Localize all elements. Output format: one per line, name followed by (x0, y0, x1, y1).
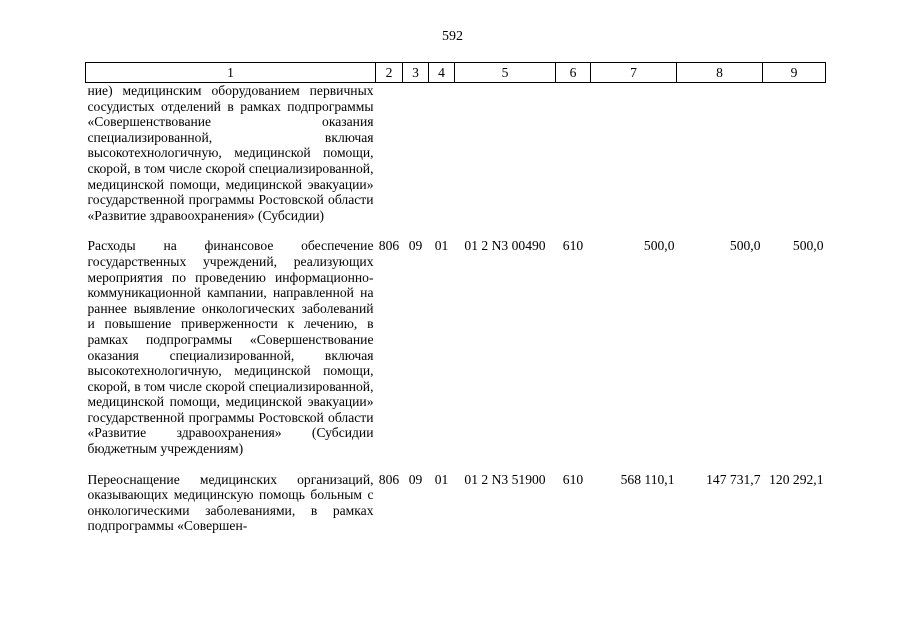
row-amount-col8: 500,0 (729, 238, 761, 254)
header-cell-5: 5 (455, 63, 556, 83)
row-description: Переоснащение медицинских организаций, оказывающих медицинскую помощь больным с онкологическими заболеваниями, в рамках подпрограммы «Совершен- (87, 471, 374, 534)
row-amount-col9: 500,0 (792, 238, 824, 254)
row-expense-type: 610 (562, 471, 584, 487)
row-ministry-code: 806 (378, 238, 400, 254)
budget-table (85, 62, 826, 534)
header-cell-7: 7 (591, 63, 677, 83)
header-cell-2: 2 (376, 63, 403, 83)
header-cell-1: 1 (86, 63, 376, 83)
row-amount-col7: 500,0 (643, 238, 675, 254)
row-amount-col7: 568 110,1 (620, 471, 675, 487)
header-cell-8: 8 (677, 63, 763, 83)
row-description: ние) медицинским оборудованием первичных сосудистых отделений в рамках подпрограммы «Совершенствование оказания специализированной, включая высокотехнологичную, медицинской помощи, скорой, в том числе скорой специализированной, медицинской помощи, медицинской эвакуации» государственной программы Ростовской области «Развитие здравоохранения» (Субсидии) (87, 83, 374, 223)
page-number: 592 (442, 29, 463, 44)
row-ministry-code: 806 (378, 471, 400, 487)
row-amount-col8: 147 731,7 (706, 471, 761, 487)
table-row (86, 223, 826, 456)
row-target-article: 01 2 N3 51900 (464, 471, 546, 487)
row-subsection-code: 01 (434, 238, 449, 254)
header-cell-4: 4 (429, 63, 455, 83)
header-cell-3: 3 (403, 63, 429, 83)
row-section-code: 09 (408, 471, 423, 487)
header-cell-6: 6 (556, 63, 591, 83)
row-target-article: 01 2 N3 00490 (464, 238, 546, 254)
row-amount-col9: 120 292,1 (769, 471, 824, 487)
table-row (86, 457, 826, 534)
row-description: Расходы на финансовое обеспечение государственных учреждений, реализующих мероприятия по проведению информационно-коммуникационной кампании, направленной на раннее выявление онкологических заболеваний и повышение приверженности к лечению, в рамках подпрограммы «Совершенствование оказания специализированной, включая высокотехнологичную, медицинской помощи, скорой, в том числе скорой специализированной, медицинской помощи, медицинской эвакуации» государственной программы Ростовской области «Развитие здравоохранения» (Субсидии бюджетным учреждениям) (87, 238, 374, 457)
row-subsection-code: 01 (434, 471, 449, 487)
row-section-code: 09 (408, 238, 423, 254)
row-expense-type: 610 (562, 238, 584, 254)
table-row-continuation (86, 83, 826, 224)
header-row (86, 63, 826, 83)
header-cell-9: 9 (763, 63, 826, 83)
